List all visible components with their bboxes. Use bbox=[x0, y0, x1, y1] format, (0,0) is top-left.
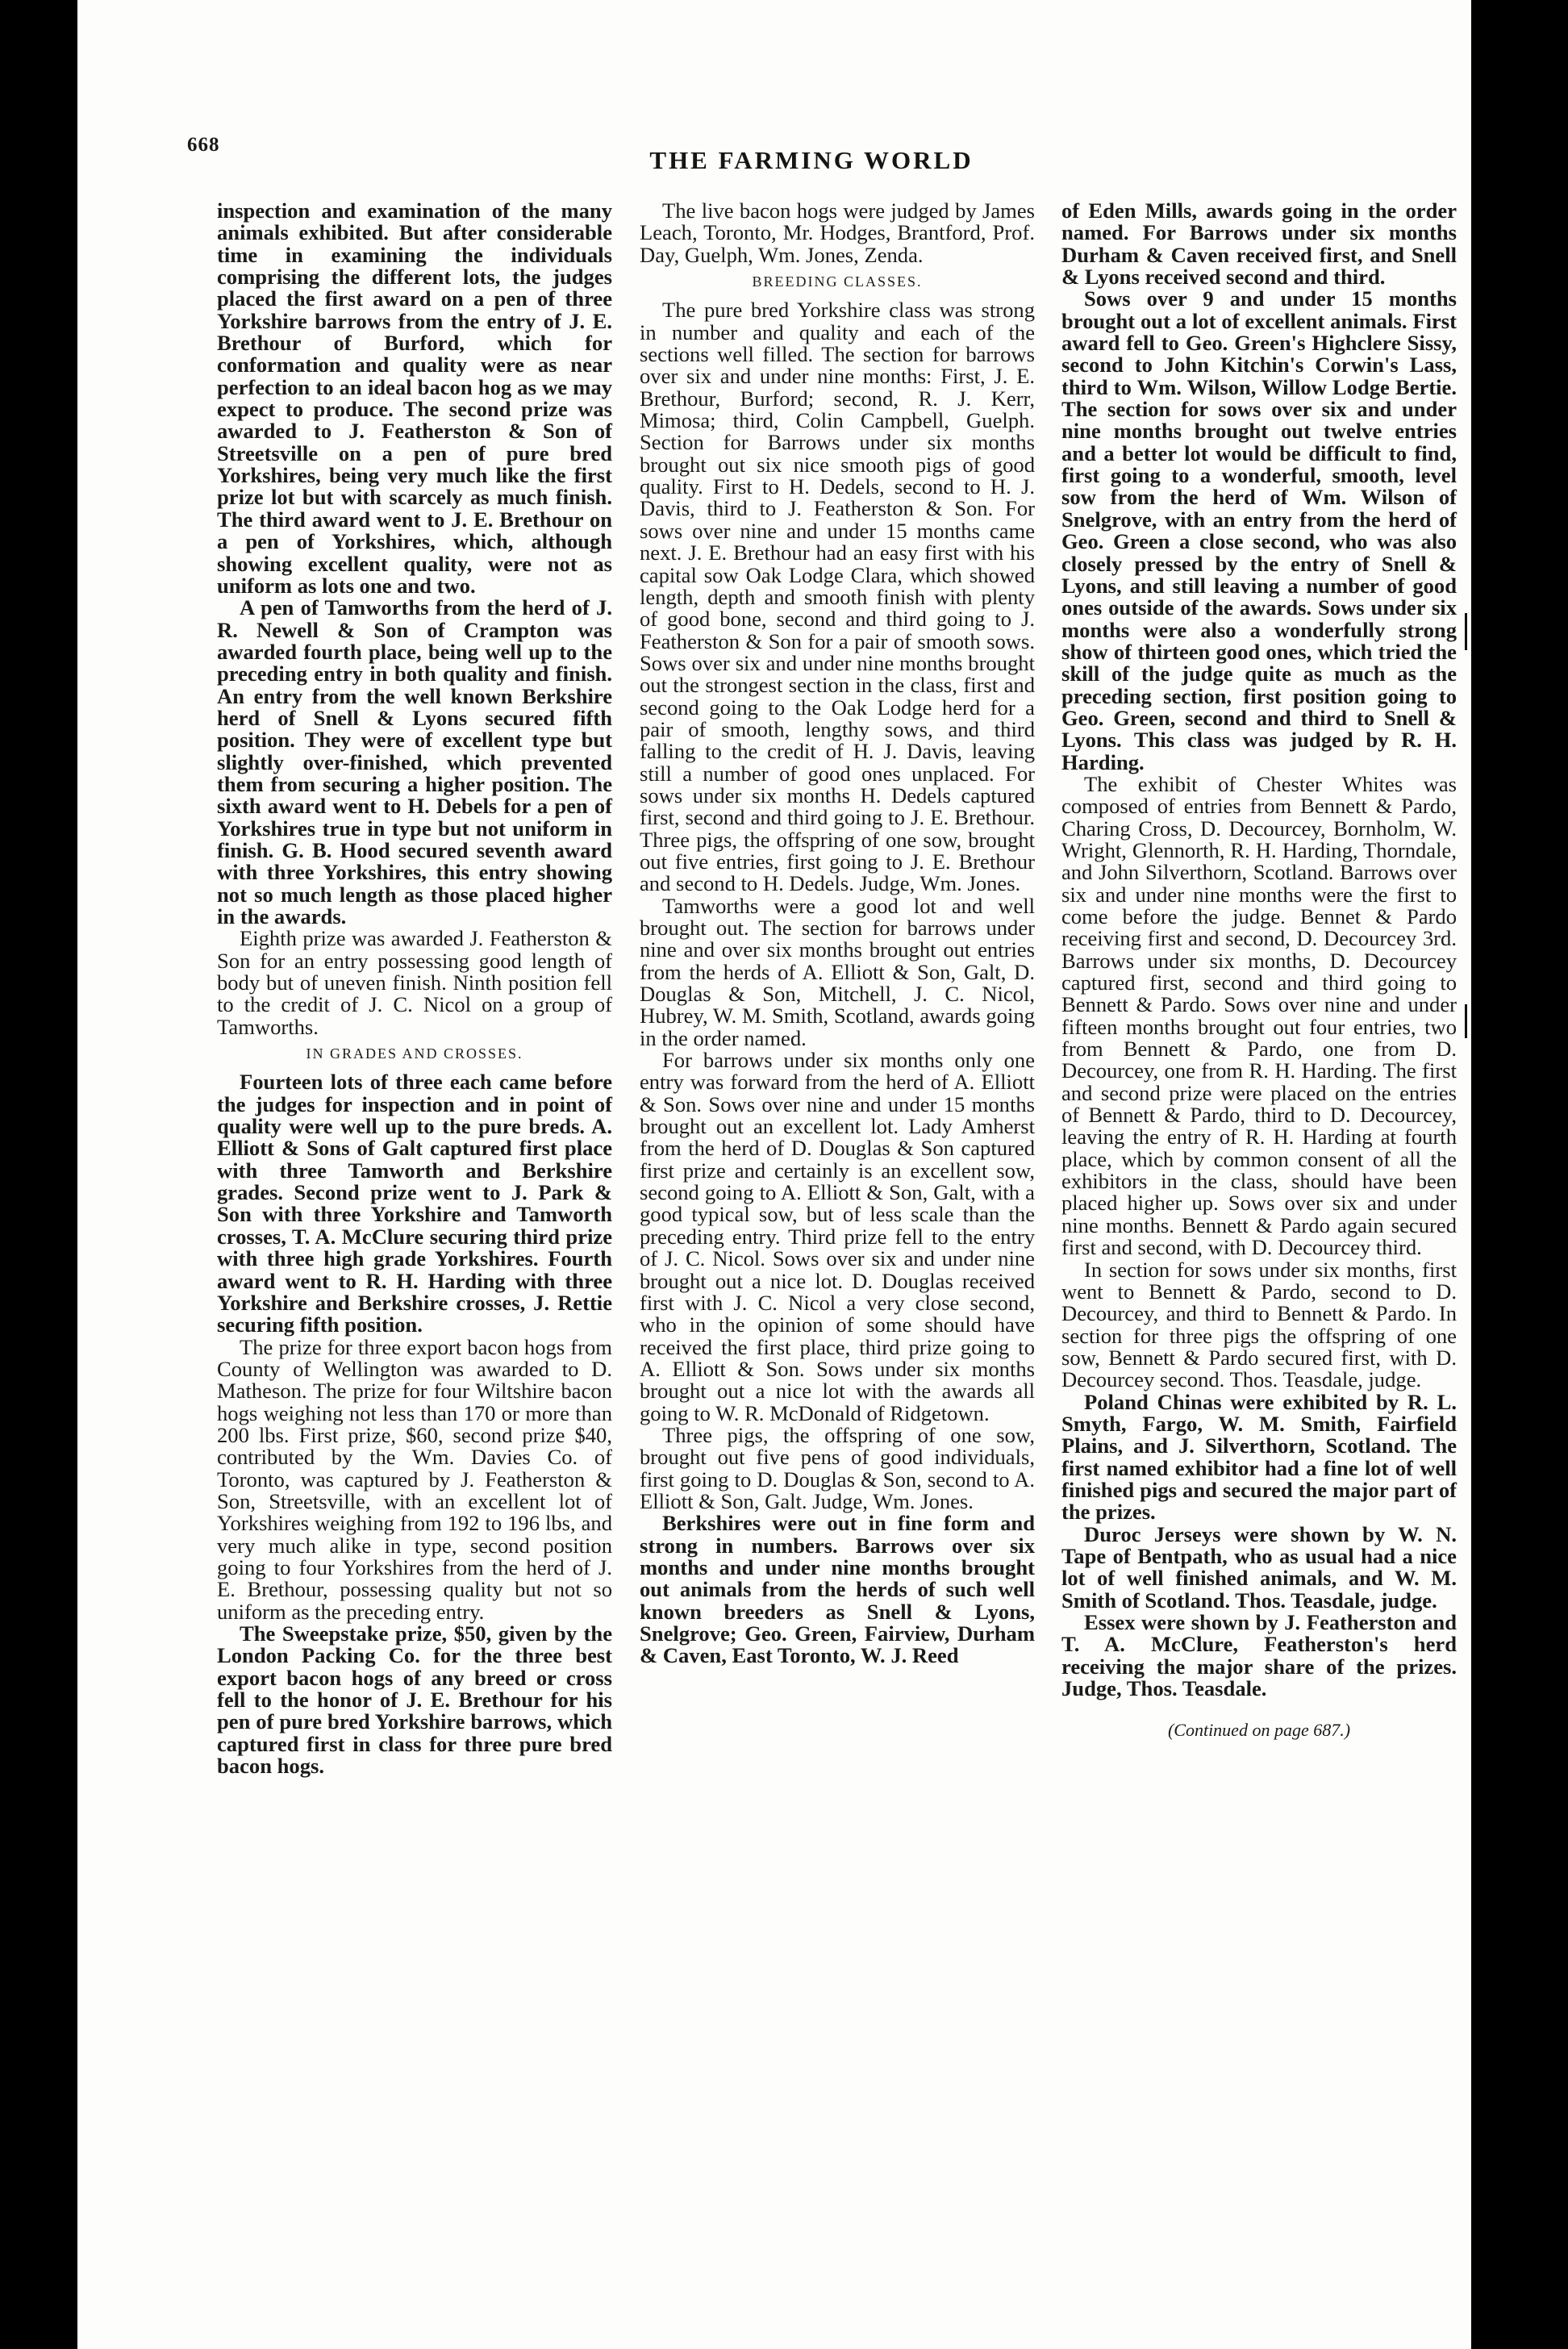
paragraph: Duroc Jerseys were shown by W. N. Tape of Bentpath, who as usual had a nice lot of well finished animals, and W. M. Smith of Scotland. Thos. Teasdale, judge. bbox=[1061, 1521, 1457, 1613]
column-3 bbox=[1061, 200, 1457, 1742]
newspaper-page bbox=[77, 0, 1471, 2349]
paragraph: of Eden Mills, awards going in the order named. For Barrows under six months Durham & Caven received first, and Snell & Lyons received second and third. bbox=[1061, 198, 1457, 290]
paragraph: Fourteen lots of three each came before the judges for inspection and in point of quality were well up to the pure breds. A. Elliott & Sons of Galt captured first place with three Tamworth and Berkshire grades. Second prize went to J. Park & Son with three Yorkshire and Tamworth crosses, T. A. McClure securing third prize with three high grade Yorkshires. Fourth award went to R. H. Harding with three Yorkshire and Berkshire crosses, J. Rettie securing fifth position. bbox=[217, 1070, 612, 1337]
section-heading: IN GRADES AND CROSSES. bbox=[306, 1045, 523, 1062]
paragraph: Sows over 9 and under 15 months brought out a lot of excellent animals. First award fell to Geo. Green's Highclere Sissy, second to John Kitchin's Corwin's Lass, third to Wm. Wilson, Willow Lodge Bertie. The section for sows over six and under nine months brought out twelve entries and a better lot would be difficult to find, first going to a wonderful, smooth, level sow from the herd of Wm. Wilson of Snelgrove, with an entry from the herd of Geo. Green a close second, who was also closely pressed by the entry of Snell & Lyons, and still leaving a number of good ones outside of the awards. Sows under six months were also a wonderfully strong show of thirteen good ones, which tried the skill of the judge quite as much as the preceding section, first position going to Geo. Green, second and third to Snell & Lyons. This class was judged by R. H. Harding. bbox=[1061, 286, 1457, 774]
column-1 bbox=[217, 200, 612, 1777]
paragraph: The prize for three export bacon hogs from County of Wellington was awarded to D. Matheson. The prize for four Wiltshire bacon hogs weighing not less than 170 or more than 200 lbs. First prize, $60, second prize $40, contributed by the Wm. Davies Co. of Toronto, was captured by J. Featherston & Son, Streetsville, with an excellent lot of Yorkshires weighing from 192 to 196 lbs, and very much alike in type, second position going to four Yorkshires from the herd of J. E. Brethour, possessing quality but not so uniform as the preceding entry. bbox=[217, 1334, 612, 1624]
paragraph: The live bacon hogs were judged by James Leach, Toronto, Mr. Hodges, Brantford, Prof. Day, Guelph, Wm. Jones, Zenda. bbox=[640, 198, 1035, 267]
paragraph: Tamworths were a good lot and well brought out. The section for barrows under nine and over six months brought out entries from the herds of A. Elliott & Son, Galt, D. Douglas & Son, Mitchell, J. C. Nicol, Hubrey, W. M. Smith, Scotland, awards going in the order named. bbox=[640, 893, 1035, 1050]
paragraph: A pen of Tamworths from the herd of J. R. Newell & Son of Crampton was awarded fourth place, being well up to the preceding entry in both quality and finish. An entry from the well known Berkshire herd of Snell & Lyons secured fifth position. They were of excellent type but slightly over-finished, which prevented them from securing a higher position. The sixth award went to H. Debels for a pen of Yorkshires true in type but not uniform in finish. G. B. Hood secured seventh award with three Yorkshires, this entry showing not so much length as those placed higher in the awards. bbox=[217, 595, 612, 928]
paragraph: Eighth prize was awarded J. Featherston & Son for an entry possessing good length of body but of uneven finish. Ninth position fell to the credit of J. C. Nicol on a group of Tamworths. bbox=[217, 926, 612, 1039]
paragraph: The pure bred Yorkshire class was strong in number and quality and each of the sections well filled. The section for barrows over six and under nine months: First, J. E. Brethour, Burford; second, R. J. Kerr, Mimosa; third, Colin Campbell, Guelph. Section for Barrows under six months brought out six nice smooth pigs of good quality. First to H. Dedels, second to H. J. Davis, third to J. Featherston & Son. For sows over nine and under 15 months came next. J. E. Brethour had an easy first with his capital sow Oak Lodge Clara, which showed length, depth and smooth finish with plenty of good bone, second and third going to J. Featherston & Son for a pair of smooth sows. Sows over six and under nine months brought out the strongest section in the class, first and second going to the Oak Lodge herd for a pair of smooth, lengthy sows, and third falling to the credit of H. J. Davis, leaving still a number of good ones unplaced. For sows under six months H. Dedels captured first, second and third going to J. E. Brethour. Three pigs, the offspring of one sow, brought out five entries, first going to J. E. Brethour and second to H. Dedels. Judge, Wm. Jones. bbox=[640, 298, 1035, 896]
paragraph: In section for sows under six months, first went to Bennett & Pardo, second to D. Decourcey, and third to Bennett & Pardo. In section for three pigs the offspring of one sow, Bennett & Pardo secured first, with D. Decourcey second. Thos. Teasdale, judge. bbox=[1061, 1257, 1457, 1392]
paragraph: Poland Chinas were exhibited by R. L. Smyth, Fargo, W. M. Smith, Fairfield Plains, and J. Silverthorn, Scotland. The first named exhibitor had a fine lot of well finished pigs and secured the major part of the prizes. bbox=[1061, 1389, 1457, 1525]
running-head: THE FARMING WORLD bbox=[649, 146, 974, 174]
margin-mark bbox=[1465, 613, 1467, 650]
paragraph: inspection and examination of the many animals exhibited. But after considerable time in examining the individuals comprising the different lots, the judges placed the first award on a pen of three Yorkshire barrows from the entry of J. E. Brethour of Burford, which for conformation and quality were as near perfection to an ideal bacon hog as we may expect to produce. The second prize was awarded to J. Featherston & Son of Streetsville on a pen of pure bred Yorkshires, being very much like the first prize lot but with scarcely as much finish. The third award went to J. E. Brethour on a pen of Yorkshires, which, although showing excellent quality, were not as uniform as lots one and two. bbox=[217, 198, 612, 598]
continued-note: (Continued on page 687.) bbox=[1167, 1720, 1351, 1741]
paragraph: The Sweepstake prize, $50, given by the London Packing Co. for the three best export bacon hogs of any breed or cross fell to the honor of J. E. Brethour for his pen of pure bred Yorkshire barrows, which captured first in class for three pure bred bacon hogs. bbox=[217, 1621, 612, 1779]
column-2 bbox=[640, 200, 1035, 1667]
paragraph: Berkshires were out in fine form and strong in numbers. Barrows over six months and under nine months brought out animals from the herds of such well known breeders as Snell & Lyons, Snelgrove; Geo. Green, Fairview, Durham & Caven, East Toronto, W. J. Reed bbox=[640, 1511, 1035, 1668]
paragraph: Essex were shown by J. Featherston and T. A. McClure, Featherston's herd receiving the major share of the prizes. Judge, Thos. Teasdale. bbox=[1061, 1610, 1457, 1701]
margin-mark bbox=[1465, 1004, 1467, 1038]
page-number: 668 bbox=[187, 134, 220, 156]
section-heading: BREEDING CLASSES. bbox=[752, 273, 923, 290]
paragraph: Three pigs, the offspring of one sow, brought out five pens of good individuals, first going to D. Douglas & Son, second to A. Elliott & Son, Galt. Judge, Wm. Jones. bbox=[640, 1422, 1035, 1513]
paragraph: The exhibit of Chester Whites was composed of entries from Bennett & Pardo, Charing Cross, D. Decourcey, Bornholm, W. Wright, Glennorth, R. H. Harding, Thorndale, and John Silverthorn, Scotland. Barrows over six and under nine months were the first to come before the judge. Bennet & Pardo receiving first and second, D. Decourcey 3rd. Barrows under six months, D. Decourcey captured first, second and third going to Bennett & Pardo. Sows over nine and under fifteen months brought out four entries, two from Bennett & Pardo, one from D. Decourcey, one from R. H. Harding. The first and second prize were placed on the entries of Bennett & Pardo, third to D. Decourcey, leaving the entry of R. H. Harding at fourth place, which by common consent of all the exhibitors in the class, should have been placed higher up. Sows over six and under nine months. Bennett & Pardo again secured first and second, with D. Decourcey third. bbox=[1061, 771, 1457, 1260]
paragraph: For barrows under six months only one entry was forward from the herd of A. Elliott & Son. Sows over nine and under 15 months brought out an excellent lot. Lady Amherst from the herd of D. Douglas & Son captured first prize and certainly is an excellent sow, second going to A. Elliott & Son, Galt, with a good typical sow, but of less scale than the preceding entry. Third prize fell to the entry of J. C. Nicol. Sows over six and under nine brought out a nice lot. D. Douglas received first with J. C. Nicol a very close second, who in the opinion of some should have received the first place, third prize going to A. Elliott & Son. Sows under six months brought out a nice lot with the awards all going to W. R. McDonald of Ridgetown. bbox=[640, 1048, 1035, 1425]
